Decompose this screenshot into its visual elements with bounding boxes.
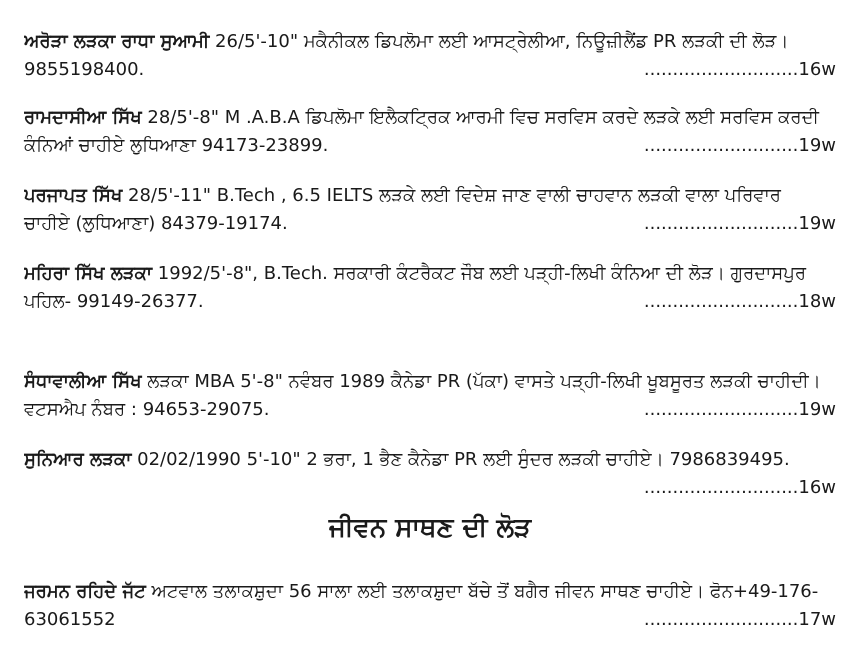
ad-code: ...........................16w xyxy=(643,477,836,498)
ad-code: ...........................19w xyxy=(643,399,836,420)
ad-footer xyxy=(24,606,836,634)
ad-first-line xyxy=(24,104,836,132)
ad-listing xyxy=(24,446,836,502)
ad-first-line xyxy=(24,368,836,396)
ad-contact: ਕੰਨਿਆਂ ਚਾਹੀਏ ਲੁਧਿਆਣਾ 94173-23899. xyxy=(24,135,329,156)
ad-contact: ਵਟਸਐਪ ਨੰਬਰ : 94653-29075. xyxy=(24,399,270,420)
ad-code: ...........................17w xyxy=(643,609,836,630)
ad-text: ਅਟਵਾਲ ਤਲਾਕਸ਼ੁਦਾ 56 ਸਾਲਾ ਲਈ ਤਲਾਕਸ਼ੁਦਾ ਬੱਚੇ ਤੋਂ ਬਗੈਰ ਜੀਵਨ ਸਾਥਣ ਚਾਹੀਏ। ਫੋਨ+49-176- xyxy=(145,581,819,602)
ad-contact: ਚਾਹੀਏ (ਲੁਧਿਆਣਾ) 84379-19174. xyxy=(24,213,288,234)
ad-listing xyxy=(24,260,836,316)
ad-listing xyxy=(24,28,836,84)
ad-footer xyxy=(24,56,836,84)
ad-code: ...........................19w xyxy=(643,135,836,156)
ad-footer xyxy=(24,132,836,160)
ad-text: 02/02/1990 5'-10" 2 ਭਰਾ, 1 ਭੈਣ ਕੈਨੇਡਾ PR ਲਈ ਸੁੰਦਰ ਲੜਕੀ ਚਾਹੀਏ। 7986839495. xyxy=(131,449,790,470)
ad-footer xyxy=(24,210,836,238)
ad-listing xyxy=(24,578,836,634)
ad-lead: ਸੁਨਿਆਰ ਲੜਕਾ xyxy=(24,449,132,470)
ad-lead: ਜਰਮਨ ਰਹਿਦੇ ਜੱਟ xyxy=(24,581,146,602)
ad-footer xyxy=(24,474,836,502)
ad-footer xyxy=(24,288,836,316)
ad-contact: 9855198400. xyxy=(24,59,145,80)
ad-first-line xyxy=(24,578,836,606)
ad-text: 28/5'-8" M .A.B.A ਡਿਪਲੋਮਾ ਇਲੈਕਟ੍ਰਿਕ ਆਰਮੀ ਵਿਚ ਸਰਵਿਸ ਕਰਦੇ ਲੜਕੇ ਲਈ ਸਰਵਿਸ ਕਰਦੀ xyxy=(141,107,819,128)
ad-first-line xyxy=(24,182,836,210)
classifieds-page xyxy=(24,0,836,667)
ad-text: 28/5'-11" B.Tech , 6.5 IELTS ਲੜਕੇ ਲਈ ਵਿਦੇਸ਼ ਜਾਣ ਵਾਲੀ ਚਾਹਵਾਨ ਲੜਕੀ ਵਾਲਾ ਪਰਿਵਾਰ xyxy=(122,185,781,206)
ad-lead: ਅਰੋੜਾ ਲੜਕਾ ਰਾਧਾ ਸੁਆਮੀ xyxy=(24,31,210,52)
ad-text: 26/5'-10" ਮਕੈਨੀਕਲ ਡਿਪਲੋਮਾ ਲਈ ਆਸਟ੍ਰੇਲੀਆ, ਨਿਊਜ਼ੀਲੈਂਡ PR ਲੜਕੀ ਦੀ ਲੋੜ। xyxy=(209,31,789,52)
ad-listing xyxy=(24,182,836,238)
ad-contact: 63061552 xyxy=(24,609,116,630)
ad-lead: ਮਹਿਰਾ ਸਿੱਖ ਲੜਕਾ xyxy=(24,263,153,284)
ad-lead: ਰਾਮਦਾਸੀਆ ਸਿੱਖ xyxy=(24,107,142,128)
ad-listing xyxy=(24,104,836,160)
ad-footer xyxy=(24,396,836,424)
ad-lead: ਸੰਧਾਵਾਲੀਆ ਸਿੱਖ xyxy=(24,371,142,392)
ad-contact: ਪਹਿਲ- 99149-26377. xyxy=(24,291,204,312)
ad-text: ਲੜਕਾ MBA 5'-8" ਨਵੰਬਰ 1989 ਕੈਨੇਡਾ PR (ਪੱਕਾ) ਵਾਸਤੇ ਪੜ੍ਹੀ-ਲਿਖੀ ਖੂਬਸੂਰਤ ਲੜਕੀ ਚਾਹੀਦੀ। xyxy=(141,371,821,392)
ad-code: ...........................19w xyxy=(643,213,836,234)
ad-listing xyxy=(24,368,836,424)
ad-code: ...........................16w xyxy=(643,59,836,80)
ad-first-line xyxy=(24,260,836,288)
ad-lead: ਪਰਜਾਪਤ ਸਿੱਖ xyxy=(24,185,123,206)
ad-first-line xyxy=(24,28,836,56)
section-heading: ਜੀਵਨ ਸਾਥਣ ਦੀ ਲੋੜ xyxy=(328,513,532,543)
ad-text: 1992/5'-8", B.Tech. ਸਰਕਾਰੀ ਕੰਟਰੈਕਟ ਜੌਬ ਲਈ ਪੜ੍ਹੀ-ਲਿਖੀ ਕੰਨਿਆ ਦੀ ਲੋੜ। ਗੁਰਦਾਸਪੁਰ xyxy=(152,263,807,284)
ad-first-line xyxy=(24,446,836,474)
ad-code: ...........................18w xyxy=(643,291,836,312)
